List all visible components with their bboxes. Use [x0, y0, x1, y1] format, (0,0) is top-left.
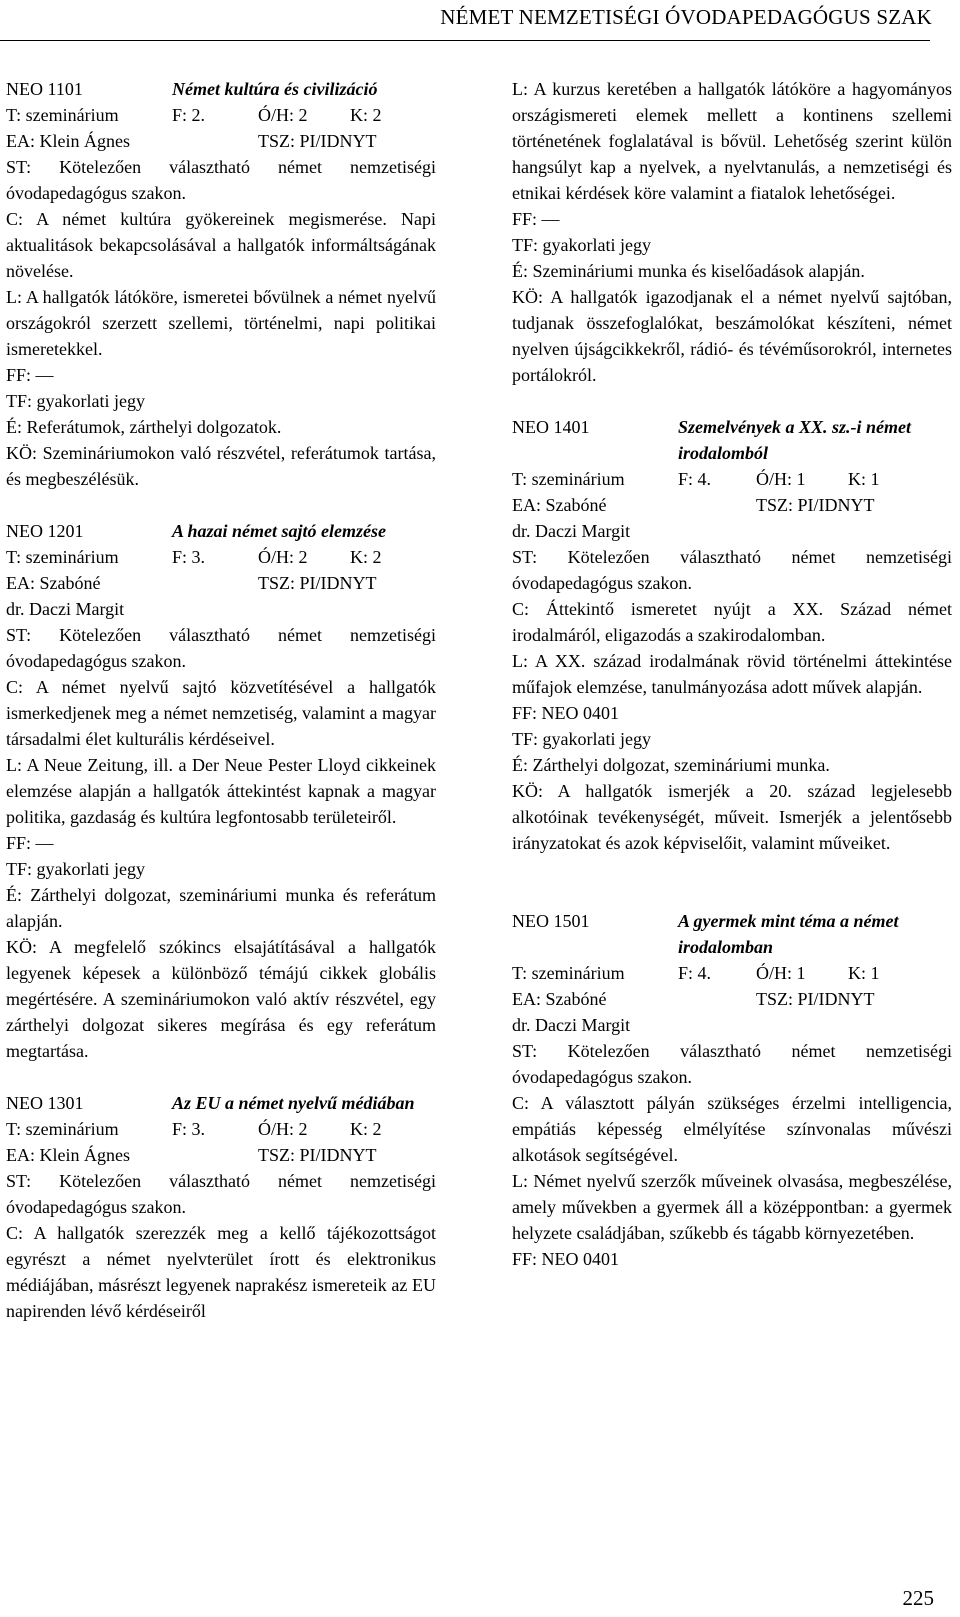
evaluation: É: Zárthelyi dolgozat, szemináriumi munka.: [512, 755, 830, 775]
course-status: ST: Kötelezően választható német nemzetiségi óvodapedagógus szakon.: [6, 157, 436, 203]
grading-form: TF: gyakorlati jegy: [512, 235, 651, 255]
type-field: T: szeminárium: [6, 1119, 119, 1139]
hours-field: Ó/H: 1: [756, 469, 806, 489]
course-code: NEO 1101: [6, 79, 83, 99]
header-rule: [0, 40, 930, 41]
type-field: T: szeminárium: [512, 963, 625, 983]
department-field: TSZ: PI/IDNYT: [258, 1145, 377, 1165]
lecturer-field: EA: Szabóné: [6, 573, 101, 593]
grading-form: TF: gyakorlati jegy: [6, 391, 145, 411]
department-field: TSZ: PI/IDNYT: [756, 989, 875, 1009]
course-status: ST: Kötelezően választható német nemzetiségi óvodapedagógus szakon.: [6, 1171, 436, 1217]
prerequisite: FF: NEO 0401: [512, 703, 620, 723]
left-column: [6, 76, 436, 1350]
course-goal: C: A német kultúra gyökereinek megismerése. Napi aktualitások bekapcsolásával a hallgatók informáltságának növelése.: [6, 209, 436, 281]
requirements: KÖ: A hallgatók igazodjanak el a német nyelvű sajtóban, tudjanak összefoglalókat, beszámolókat készíteni, német nyelven újságcikkekről, rádió- és tévéműsorokról, internetes portálokról.: [512, 287, 952, 385]
credit-field: K: 2: [350, 547, 382, 567]
type-field: T: szeminárium: [6, 547, 119, 567]
grading-form: TF: gyakorlati jegy: [6, 859, 145, 879]
credit-field: K: 1: [848, 963, 880, 983]
prerequisite: FF: —: [6, 833, 54, 853]
type-field: T: szeminárium: [512, 469, 625, 489]
course-title: Szemelvények a XX. sz.-i német irodalomból: [678, 417, 911, 463]
prerequisite: FF: —: [512, 209, 560, 229]
hours-field: Ó/H: 2: [258, 105, 308, 125]
course-title: Az EU a német nyelvű médiában: [172, 1093, 415, 1113]
lecturer-field: EA: Szabóné: [512, 989, 607, 1009]
page-number: 225: [902, 1586, 934, 1610]
page-header: NÉMET NEMZETISÉGI ÓVODAPEDAGÓGUS SZAK: [440, 5, 932, 29]
course-neo-1301-continued: [512, 76, 952, 388]
course-goal: C: Áttekintő ismeretet nyújt a XX. Század német irodalmáról, eligazodás a szakirodalomban.: [512, 599, 952, 645]
lecturer-name-cont: dr. Daczi Margit: [6, 599, 125, 619]
course-status: ST: Kötelezően választható német nemzetiségi óvodapedagógus szakon.: [512, 1041, 952, 1087]
course-neo-1101: [6, 76, 436, 492]
department-field: TSZ: PI/IDNYT: [756, 495, 875, 515]
grading-form: TF: gyakorlati jegy: [512, 729, 651, 749]
course-neo-1501: [512, 908, 952, 1272]
course-title: Német kultúra és civilizáció: [172, 79, 378, 99]
course-neo-1301: [6, 1090, 436, 1324]
lecturer-field: EA: Klein Ágnes: [6, 131, 130, 151]
course-description: L: Német nyelvű szerzők műveinek olvasása, megbeszélése, amely művekben a gyermek áll a középpontban: a gyermek helyzete családjában, szűkebb és tágabb környezetében.: [512, 1171, 952, 1243]
course-status: ST: Kötelezően választható német nemzetiségi óvodapedagógus szakon.: [512, 547, 952, 593]
semester-field: F: 4.: [678, 469, 712, 489]
course-neo-1401: [512, 414, 952, 856]
right-column: [512, 76, 952, 1298]
hours-field: Ó/H: 2: [258, 1119, 308, 1139]
lecturer-field: EA: Szabóné: [512, 495, 607, 515]
course-description: L: A hallgatók látóköre, ismeretei bővülnek a német nyelvű országokról szerzett szellemi, történelmi, napi politikai ismeretekkel.: [6, 287, 436, 359]
course-title: A gyermek mint téma a német irodalomban: [678, 911, 899, 957]
credit-field: K: 1: [848, 469, 880, 489]
semester-field: F: 3.: [172, 547, 206, 567]
course-code: NEO 1201: [6, 521, 84, 541]
department-field: TSZ: PI/IDNYT: [258, 573, 377, 593]
evaluation: É: Referátumok, zárthelyi dolgozatok.: [6, 417, 282, 437]
course-goal: C: A hallgatók szerezzék meg a kellő tájékozottságot egyrészt a német nyelvterület írott és elektronikus médiájában, másrészt legyenek naprakész ismereteik az EU napirenden lévő kérdéseiről: [6, 1223, 436, 1321]
lecturer-name-cont: dr. Daczi Margit: [512, 1015, 631, 1035]
credit-field: K: 2: [350, 105, 382, 125]
lecturer-field: EA: Klein Ágnes: [6, 1145, 130, 1165]
prerequisite: FF: NEO 0401: [512, 1249, 620, 1269]
credit-field: K: 2: [350, 1119, 382, 1139]
semester-field: F: 3.: [172, 1119, 206, 1139]
course-goal: C: A német nyelvű sajtó közvetítésével a hallgatók ismerkedjenek meg a német nemzetiség, valamint a magyar társadalmi élet kulturális kérdéseivel.: [6, 677, 436, 749]
course-description: L: A XX. század irodalmának rövid történelmi áttekintése műfajok elemzése, tanulmányozása adott művek alapján.: [512, 651, 952, 697]
type-field: T: szeminárium: [6, 105, 119, 125]
requirements: KÖ: A megfelelő szókincs elsajátításával a hallgatók legyenek képesek a különböző témájú cikkek globális megértésére. A szemináriumokon való aktív részvétel, egy zárthelyi dolgozat sikeres megírása és egy referátum megtartása.: [6, 937, 436, 1061]
evaluation: É: Zárthelyi dolgozat, szemináriumi munka és referátum alapján.: [6, 885, 436, 931]
evaluation: É: Szemináriumi munka és kiselőadások alapján.: [512, 261, 865, 281]
semester-field: F: 4.: [678, 963, 712, 983]
course-description: L: A Neue Zeitung, ill. a Der Neue Pester Lloyd cikkeinek elemzése alapján a hallgatók áttekintést kapnak a magyar politika, gazdaság és kultúra legfontosabb területeiről.: [6, 755, 436, 827]
course-code: NEO 1501: [512, 911, 590, 931]
course-status: ST: Kötelezően választható német nemzetiségi óvodapedagógus szakon.: [6, 625, 436, 671]
hours-field: Ó/H: 1: [756, 963, 806, 983]
prerequisite: FF: —: [6, 365, 54, 385]
requirements: KÖ: A hallgatók ismerjék a 20. század legjelesebb alkotóinak tevékenységét, műveit. Ismerjék a jelentősebb irányzatokat és azok képviselőit, valamint műveiket.: [512, 781, 952, 853]
hours-field: Ó/H: 2: [258, 547, 308, 567]
course-code: NEO 1301: [6, 1093, 84, 1113]
semester-field: F: 2.: [172, 105, 206, 125]
requirements: KÖ: Szemináriumokon való részvétel, referátumok tartása, és megbeszélésük.: [6, 443, 436, 489]
course-title: A hazai német sajtó elemzése: [172, 521, 386, 541]
course-goal: C: A választott pályán szükséges érzelmi intelligencia, empátiás képesség elmélyítése színvonalas művészi alkotások segítségével.: [512, 1093, 952, 1165]
course-description: L: A kurzus keretében a hallgatók látóköre a hagyományos országismereti elemek mellett a kontinens szellemi történetének foglalatával is bővül. Lehetőség szerint külön hangsúlyt kap a nyelvek, a nyelvtanulás, a nemzetiségi és etnikai kérdések köre valamint a fiatalok lehetőségei.: [512, 79, 952, 203]
department-field: TSZ: PI/IDNYT: [258, 131, 377, 151]
lecturer-name-cont: dr. Daczi Margit: [512, 521, 631, 541]
course-code: NEO 1401: [512, 417, 590, 437]
course-neo-1201: [6, 518, 436, 1064]
